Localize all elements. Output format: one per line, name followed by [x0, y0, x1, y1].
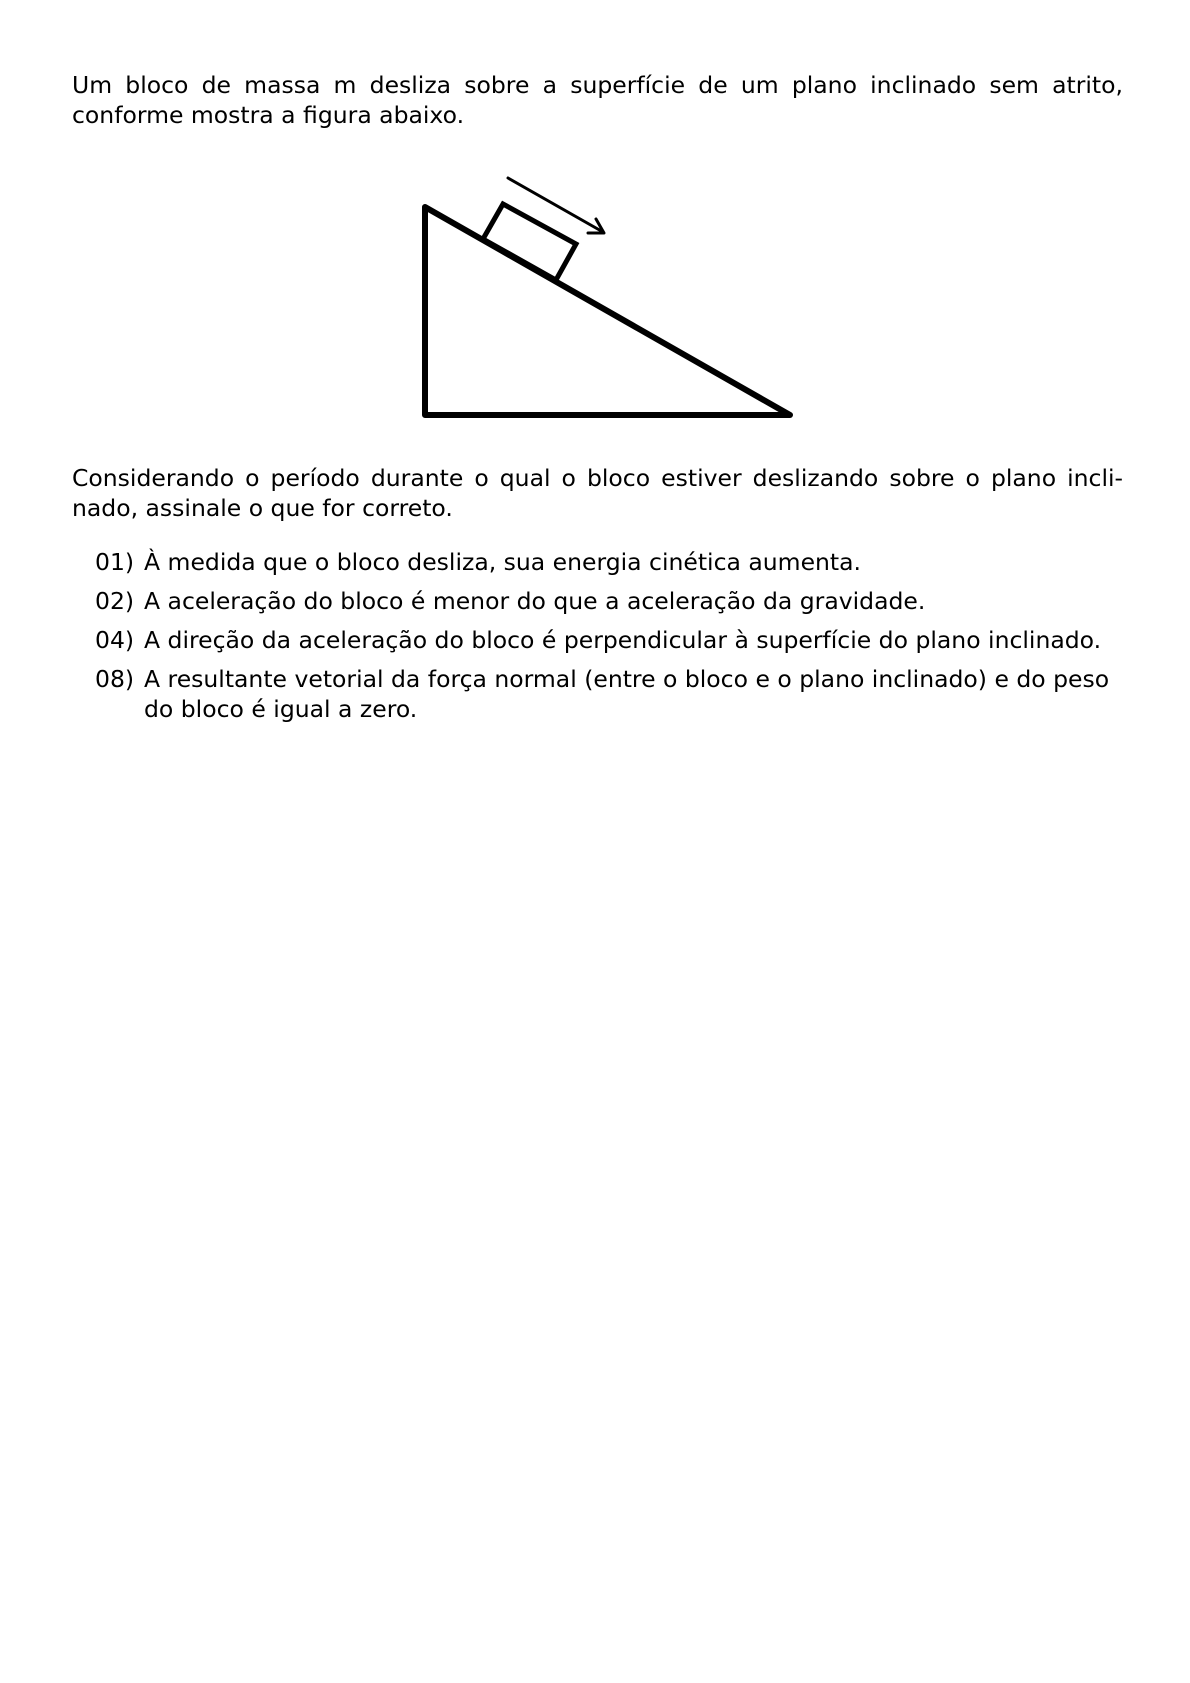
inclined-plane-triangle: [425, 207, 790, 415]
option-04: [95, 625, 1123, 655]
option-number: 02): [95, 587, 135, 615]
motion-arrow-icon: [508, 178, 604, 233]
option-number: 01): [95, 548, 135, 576]
option-text: A direção da aceleração do bloco é perpendicular à superfície do plano inclinado.: [144, 626, 1102, 654]
option-01: [95, 547, 1123, 577]
option-number: 08): [95, 665, 135, 693]
option-text: A resultante vetorial da força normal (entre o bloco e o plano inclinado) e do peso do bloco é igual a zero.: [144, 665, 1110, 723]
question-paragraph: Considerando o período durante o qual o bloco estiver deslizando sobre o plano incli-nado, assinale o que for correto.: [72, 464, 1123, 522]
option-text: A aceleração do bloco é menor do que a aceleração da gravidade.: [144, 587, 926, 615]
intro-paragraph: Um bloco de massa m desliza sobre a superfície de um plano inclinado sem atrito, conforme mostra a figura abaixo.: [72, 71, 1123, 129]
option-08: [95, 664, 1123, 724]
option-02: [95, 586, 1123, 616]
option-number: 04): [95, 626, 135, 654]
option-text: À medida que o bloco desliza, sua energia cinética aumenta.: [144, 548, 862, 576]
inclined-plane-diagram: [0, 0, 1190, 440]
answer-options-list: [95, 547, 1123, 733]
inclined-plane-figure: [0, 0, 1190, 440]
